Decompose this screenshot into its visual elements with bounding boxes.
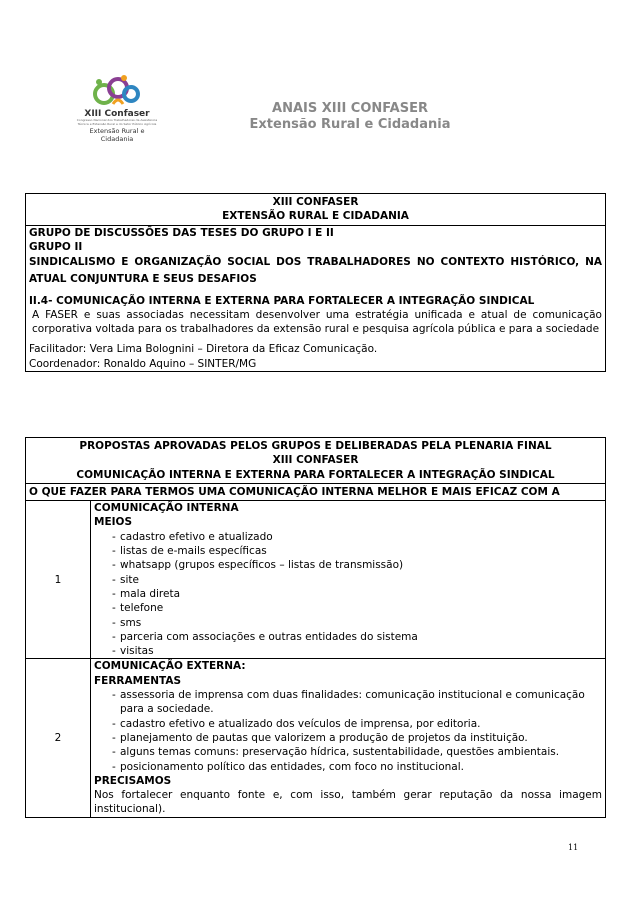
group-number: GRUPO II bbox=[29, 240, 83, 253]
thesis-summary: A FASER e suas associadas necessitam desenvolver uma estratégia unificada e atual de comunicação corporativa voltada para os trabalhadores da extensão rural e pesquisa agrícola pública e para a sociedade bbox=[32, 309, 602, 336]
list-item: - cadastro efetivo e atualizado bbox=[114, 530, 602, 544]
external-subtitle: FERRAMENTAS bbox=[94, 674, 182, 687]
thesis-header-line2: EXTENSÃO RURAL E CIDADANIA bbox=[222, 210, 409, 223]
page-header-subtitle: Extensão Rural e Cidadania bbox=[249, 117, 451, 132]
facilitator-text: Facilitador: Vera Lima Bolognini – Diretora da Eficaz Comunicação. bbox=[29, 343, 378, 356]
external-tools-list bbox=[94, 688, 602, 774]
list-item: - posicionamento político das entidades, com foco no institucional. bbox=[114, 760, 602, 774]
proposals-table bbox=[25, 437, 606, 818]
list-item: - alguns temas comuns: preservação hídrica, sustentabilidade, questões ambientais. bbox=[114, 745, 602, 759]
logo-sub-line1: Extensão Rural e bbox=[89, 127, 145, 135]
list-item: - whatsapp (grupos específicos – listas de transmissão) bbox=[114, 558, 602, 572]
internal-subtitle: MEIOS bbox=[94, 516, 133, 529]
table-row bbox=[26, 501, 606, 659]
row-number: 1 bbox=[26, 501, 91, 659]
proposals-header-line2: XIII CONFASER bbox=[272, 454, 359, 467]
table-row bbox=[26, 659, 606, 817]
thesis-table bbox=[25, 193, 606, 372]
logo-sub-line2: Cidadania bbox=[100, 135, 134, 143]
internal-means-list bbox=[94, 530, 602, 659]
proposals-header-line1: PROPOSTAS APROVADAS PELOS GRUPOS E DELIBERADAS PELA PLENARIA FINAL bbox=[79, 440, 552, 452]
confaser-logo bbox=[76, 74, 158, 143]
list-item: - visitas bbox=[114, 644, 602, 658]
list-item: - planejamento de pautas que valorizem a produção de projetos da instituição. bbox=[114, 731, 602, 745]
logo-tiny-text: Congresso Nacional dos Trabalhadores da Assistência Técnica e Extensão Rural e do Setor Público Agrícola bbox=[76, 119, 158, 126]
list-item: - sms bbox=[114, 616, 602, 630]
list-item: - listas de e-mails específicas bbox=[114, 544, 602, 558]
question-cell: O QUE FAZER PARA TERMOS UMA COMUNICAÇÃO INTERNA MELHOR E MAIS EFICAZ COM A bbox=[26, 483, 606, 500]
thesis-title: II.4- COMUNICAÇÃO INTERNA E EXTERNA PARA FORTALECER A INTEGRAÇÃO SINDICAL bbox=[29, 295, 535, 308]
list-item: - assessoria de imprensa com duas finalidades: comunicação institucional e comunicação para a sociedade. bbox=[114, 688, 602, 717]
proposals-header-line3: COMUNICAÇÃO INTERNA E EXTERNA PARA FORTALECER A INTEGRAÇÃO SINDICAL bbox=[76, 468, 555, 481]
row-number: 2 bbox=[26, 659, 91, 817]
thesis-header-line1: XIII CONFASER bbox=[272, 196, 359, 208]
table-row bbox=[26, 438, 606, 484]
thesis-table-header bbox=[26, 194, 606, 226]
confaser-logo-icon bbox=[91, 74, 143, 110]
coordinator-text: Coordenador: Ronaldo Aquino – SINTER/MG bbox=[29, 357, 257, 370]
table-row bbox=[26, 483, 606, 500]
group-title: GRUPO DE DISCUSSÕES DAS TESES DO GRUPO I E II bbox=[29, 226, 334, 239]
thesis-group-cell bbox=[26, 225, 606, 371]
list-item: - cadastro efetivo e atualizado dos veículos de imprensa, por editoria. bbox=[114, 717, 602, 731]
page-header-title: ANAIS XIII CONFASER bbox=[272, 101, 428, 116]
page-number: 11 bbox=[568, 843, 579, 852]
table-row bbox=[26, 194, 606, 226]
internal-communication-cell bbox=[91, 501, 606, 659]
proposals-table-header bbox=[26, 438, 606, 484]
list-item: - site bbox=[114, 573, 602, 587]
theme-text: SINDICALISMO E ORGANIZAÇÃO SOCIAL DOS TRABALHADORES NO CONTEXTO HISTÓRICO, NA ATUAL CONJUNTURA E SEUS DESAFIOS bbox=[29, 256, 602, 286]
logo-brand: XIII Confaser bbox=[84, 109, 150, 119]
list-item: - parceria com associações e outras entidades do sistema bbox=[114, 630, 602, 644]
need-title: PRECISAMOS bbox=[94, 774, 172, 787]
external-title: COMUNICAÇÃO EXTERNA: bbox=[94, 660, 246, 673]
internal-title: COMUNICAÇÃO INTERNA bbox=[94, 502, 239, 515]
list-item: - telefone bbox=[114, 601, 602, 615]
need-text: Nos fortalecer enquanto fonte e, com isso, também gerar reputação da nossa imagem institucional). bbox=[94, 789, 602, 816]
external-communication-cell bbox=[91, 659, 606, 817]
list-item: - mala direta bbox=[114, 587, 602, 601]
table-row bbox=[26, 225, 606, 371]
